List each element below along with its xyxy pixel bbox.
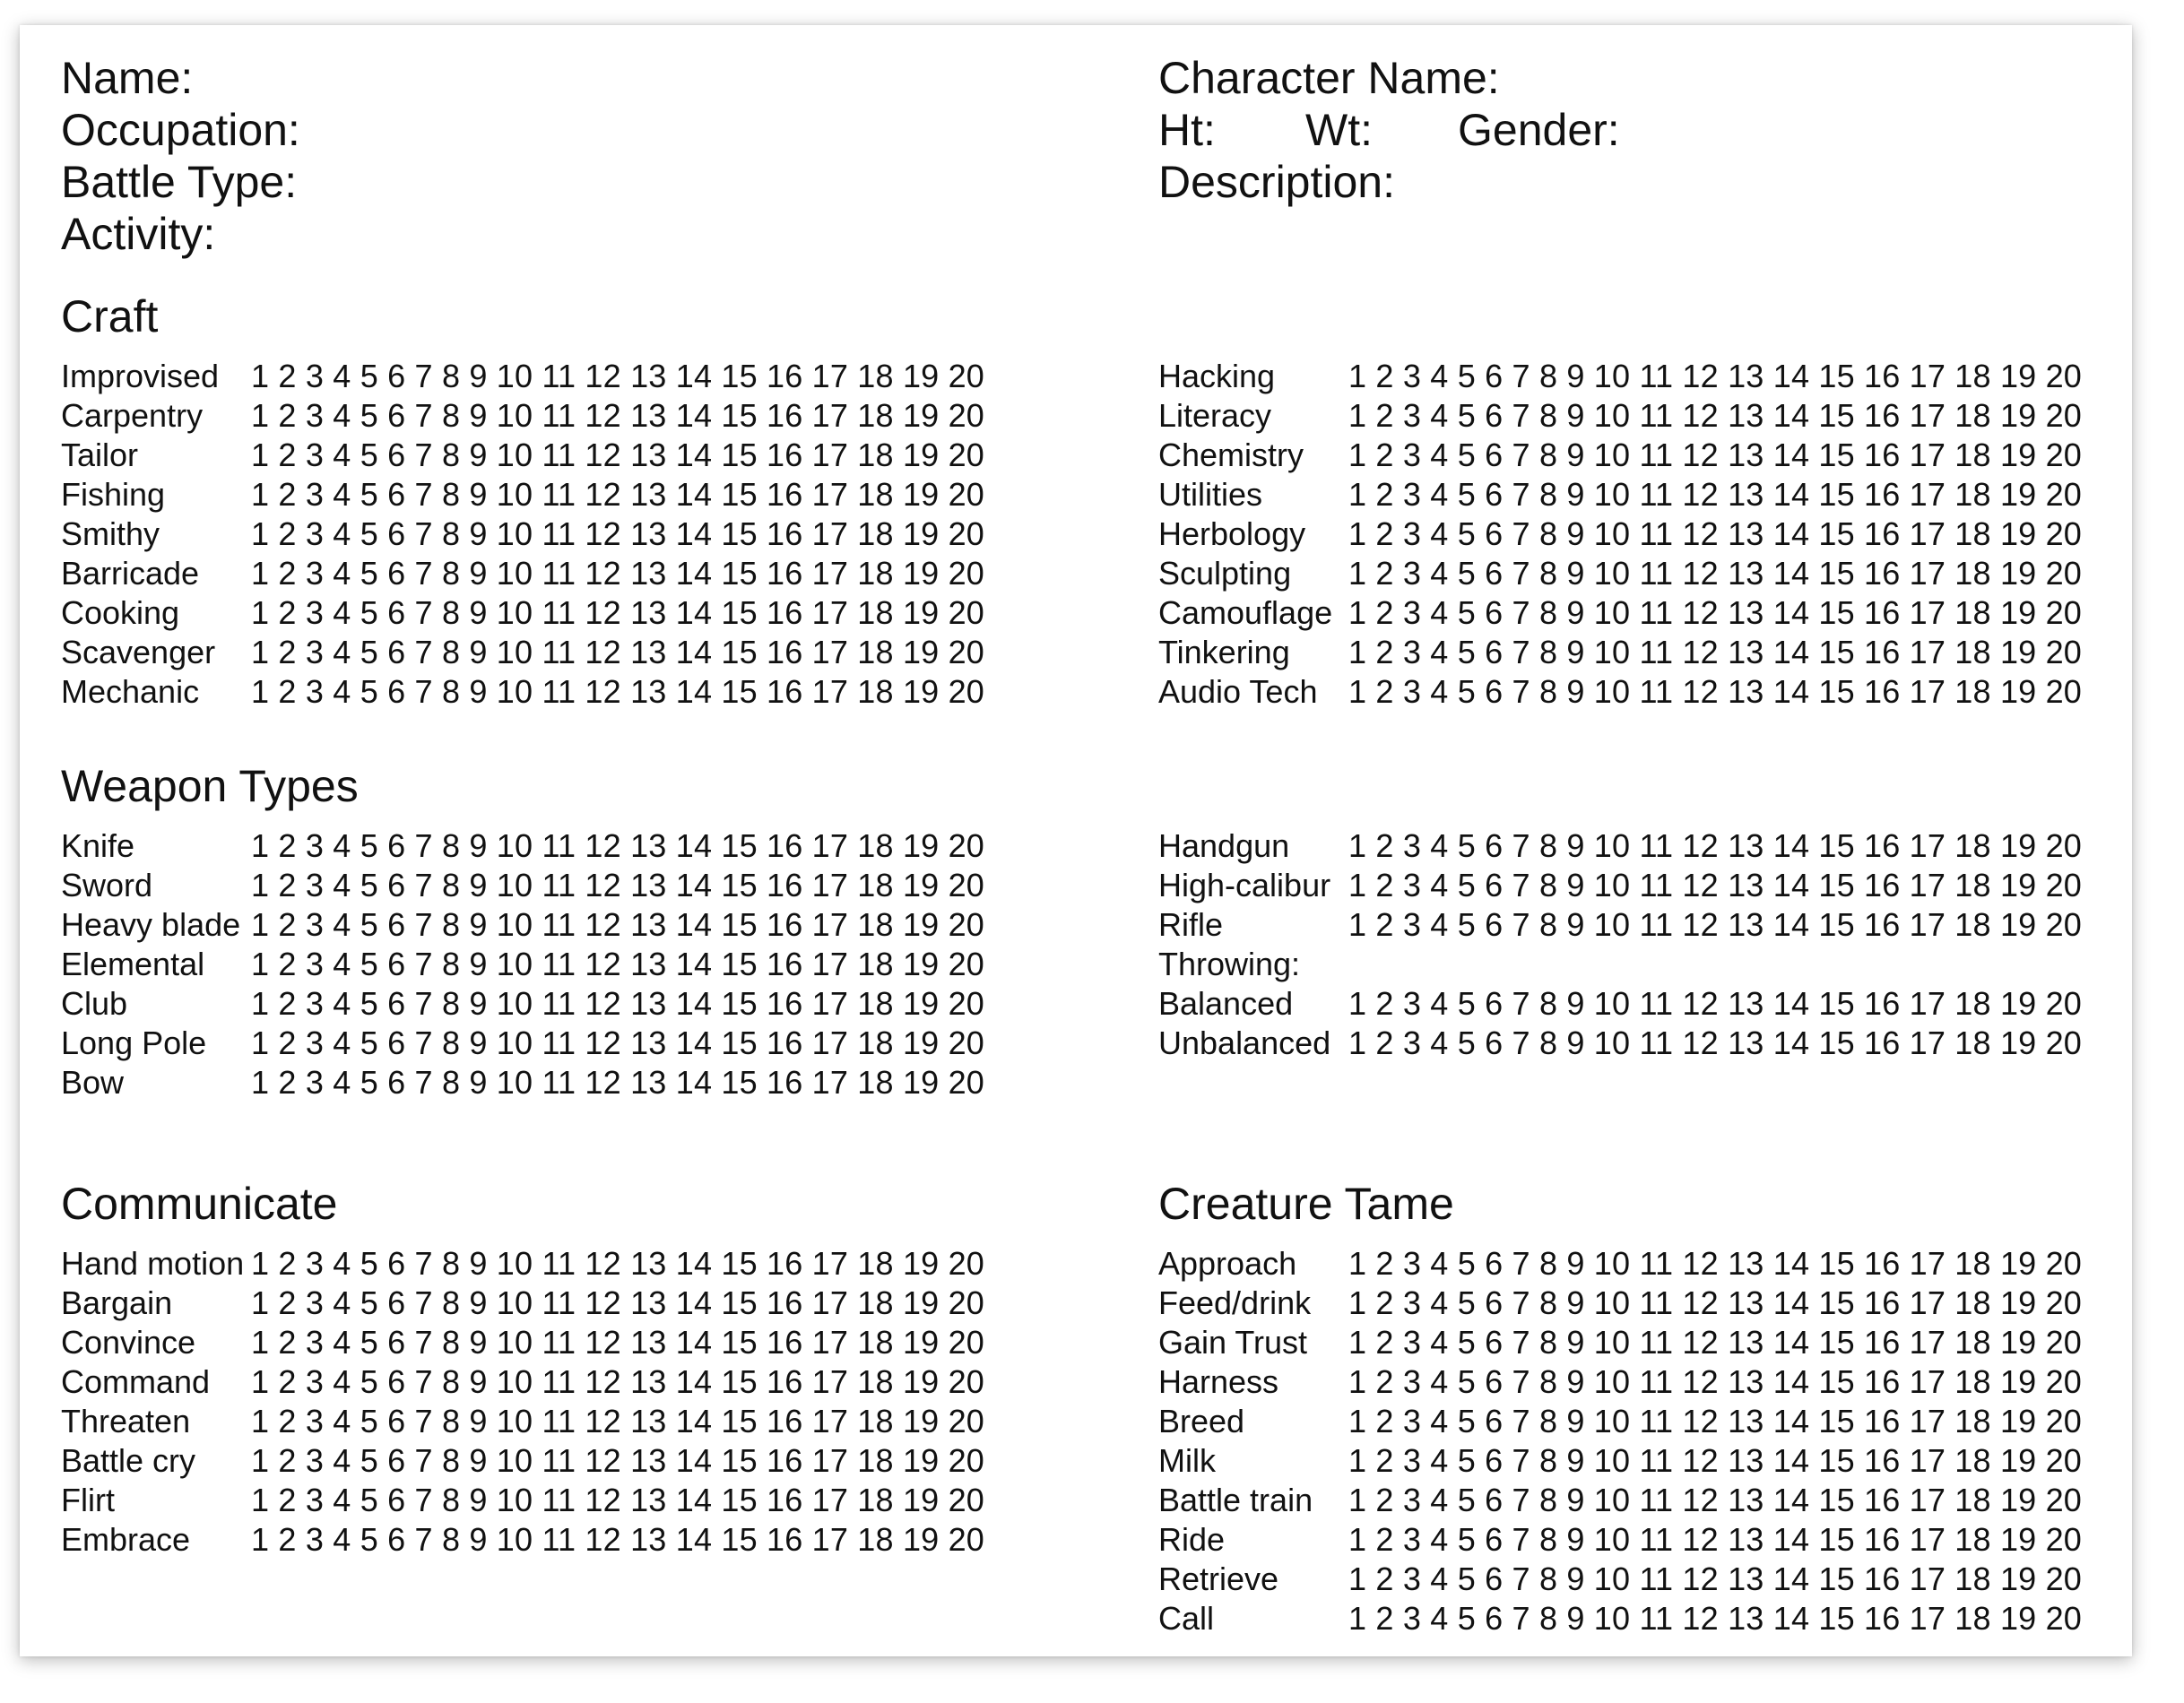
skill-label: Rifle: [1158, 906, 1224, 943]
skill-scale[interactable]: 1 2 3 4 5 6 7 8 9 10 11 12 13 14 15 16 17 18 19 20: [1348, 1024, 2083, 1061]
skill-scale[interactable]: 1 2 3 4 5 6 7 8 9 10 11 12 13 14 15 16 17 18 19 20: [251, 634, 985, 670]
skill-scale[interactable]: 1 2 3 4 5 6 7 8 9 10 11 12 13 14 15 16 17 18 19 20: [1348, 397, 2083, 434]
skill-label: Milk: [1158, 1442, 1216, 1479]
name-field-label: Name:: [61, 53, 194, 103]
skill-label: Tailor: [61, 437, 139, 473]
skill-scale[interactable]: 1 2 3 4 5 6 7 8 9 10 11 12 13 14 15 16 17 18 19 20: [251, 906, 985, 943]
skill-label: Scavenger: [61, 634, 216, 670]
skill-label: Retrieve: [1158, 1560, 1279, 1597]
skill-label: Bargain: [61, 1284, 173, 1321]
physical-stats-line: [1158, 104, 2055, 156]
section-title-communicate: Communicate: [61, 1179, 338, 1229]
character-sheet: [20, 25, 2132, 1656]
skill-scale[interactable]: 1 2 3 4 5 6 7 8 9 10 11 12 13 14 15 16 17 18 19 20: [1348, 555, 2083, 592]
skill-label: Feed/drink: [1158, 1284, 1312, 1321]
skill-scale[interactable]: 1 2 3 4 5 6 7 8 9 10 11 12 13 14 15 16 17 18 19 20: [251, 1284, 985, 1321]
skill-scale[interactable]: 1 2 3 4 5 6 7 8 9 10 11 12 13 14 15 16 17 18 19 20: [251, 1324, 985, 1361]
skill-scale[interactable]: 1 2 3 4 5 6 7 8 9 10 11 12 13 14 15 16 17 18 19 20: [1348, 634, 2083, 670]
skill-scale[interactable]: 1 2 3 4 5 6 7 8 9 10 11 12 13 14 15 16 17 18 19 20: [251, 594, 985, 631]
skill-label: Fishing: [61, 476, 166, 513]
skill-scale[interactable]: 1 2 3 4 5 6 7 8 9 10 11 12 13 14 15 16 17 18 19 20: [1348, 1482, 2083, 1518]
skill-scale[interactable]: 1 2 3 4 5 6 7 8 9 10 11 12 13 14 15 16 17 18 19 20: [251, 437, 985, 473]
skill-label: Herbology: [1158, 515, 1306, 552]
skill-scale[interactable]: 1 2 3 4 5 6 7 8 9 10 11 12 13 14 15 16 17 18 19 20: [251, 827, 985, 864]
skill-scale[interactable]: 1 2 3 4 5 6 7 8 9 10 11 12 13 14 15 16 17 18 19 20: [251, 476, 985, 513]
skill-scale[interactable]: 1 2 3 4 5 6 7 8 9 10 11 12 13 14 15 16 17 18 19 20: [1348, 985, 2083, 1022]
skill-label: Carpentry: [61, 397, 204, 434]
skill-label: Barricade: [61, 555, 200, 592]
height-field-label: Ht:: [1158, 105, 1216, 155]
skill-label: Approach: [1158, 1245, 1297, 1282]
skill-label: Mechanic: [61, 673, 200, 710]
skill-label: Embrace: [61, 1521, 191, 1558]
skill-label: Hand motion: [61, 1245, 245, 1282]
section-title-weapon-types: Weapon Types: [61, 761, 359, 811]
skill-scale[interactable]: 1 2 3 4 5 6 7 8 9 10 11 12 13 14 15 16 17 18 19 20: [1348, 476, 2083, 513]
skill-scale[interactable]: 1 2 3 4 5 6 7 8 9 10 11 12 13 14 15 16 17 18 19 20: [251, 1363, 985, 1400]
section-title-creature-tame: Creature Tame: [1158, 1179, 1454, 1229]
occupation-field-label: Occupation:: [61, 105, 300, 155]
skill-label: Handgun: [1158, 827, 1290, 864]
skill-scale[interactable]: 1 2 3 4 5 6 7 8 9 10 11 12 13 14 15 16 17 18 19 20: [1348, 1521, 2083, 1558]
skill-scale[interactable]: 1 2 3 4 5 6 7 8 9 10 11 12 13 14 15 16 17 18 19 20: [251, 1245, 985, 1282]
skill-label: Battle train: [1158, 1482, 1313, 1518]
skill-label: Gain Trust: [1158, 1324, 1308, 1361]
skill-scale[interactable]: 1 2 3 4 5 6 7 8 9 10 11 12 13 14 15 16 17 18 19 20: [251, 555, 985, 592]
skill-scale[interactable]: 1 2 3 4 5 6 7 8 9 10 11 12 13 14 15 16 17 18 19 20: [251, 515, 985, 552]
skill-label: Bow: [61, 1064, 125, 1101]
skill-label: Hacking: [1158, 358, 1276, 394]
skill-label: Battle cry: [61, 1442, 196, 1479]
skill-scale[interactable]: 1 2 3 4 5 6 7 8 9 10 11 12 13 14 15 16 17 18 19 20: [1348, 1245, 2083, 1282]
skill-label: Breed: [1158, 1403, 1245, 1439]
skill-scale[interactable]: 1 2 3 4 5 6 7 8 9 10 11 12 13 14 15 16 17 18 19 20: [251, 397, 985, 434]
skill-label: Elemental: [61, 946, 205, 982]
battle-type-field-label: Battle Type:: [61, 157, 298, 207]
skill-scale[interactable]: 1 2 3 4 5 6 7 8 9 10 11 12 13 14 15 16 17 18 19 20: [251, 1024, 985, 1061]
skill-scale[interactable]: 1 2 3 4 5 6 7 8 9 10 11 12 13 14 15 16 17 18 19 20: [251, 1403, 985, 1439]
skill-label: Long Pole: [61, 1024, 207, 1061]
skill-label: Command: [61, 1363, 211, 1400]
skill-scale[interactable]: 1 2 3 4 5 6 7 8 9 10 11 12 13 14 15 16 17 18 19 20: [1348, 673, 2083, 710]
skill-label: Cooking: [61, 594, 180, 631]
activity-field-label: Activity:: [61, 209, 216, 259]
skill-label: Camouflage: [1158, 594, 1333, 631]
skill-scale[interactable]: 1 2 3 4 5 6 7 8 9 10 11 12 13 14 15 16 17 18 19 20: [251, 673, 985, 710]
skill-label: Sculpting: [1158, 555, 1292, 592]
skill-scale[interactable]: 1 2 3 4 5 6 7 8 9 10 11 12 13 14 15 16 17 18 19 20: [1348, 594, 2083, 631]
skill-label: High-calibur: [1158, 867, 1331, 903]
skill-label: Ride: [1158, 1521, 1226, 1558]
gender-field-label: Gender:: [1458, 105, 1620, 155]
skill-scale[interactable]: 1 2 3 4 5 6 7 8 9 10 11 12 13 14 15 16 17 18 19 20: [251, 946, 985, 982]
skill-scale[interactable]: 1 2 3 4 5 6 7 8 9 10 11 12 13 14 15 16 17 18 19 20: [251, 1482, 985, 1518]
skill-label: Flirt: [61, 1482, 115, 1518]
skill-scale[interactable]: 1 2 3 4 5 6 7 8 9 10 11 12 13 14 15 16 17 18 19 20: [251, 1442, 985, 1479]
skill-label: Chemistry: [1158, 437, 1304, 473]
skill-scale[interactable]: 1 2 3 4 5 6 7 8 9 10 11 12 13 14 15 16 17 18 19 20: [1348, 867, 2083, 903]
skill-label: Heavy blade: [61, 906, 241, 943]
skill-scale[interactable]: 1 2 3 4 5 6 7 8 9 10 11 12 13 14 15 16 17 18 19 20: [1348, 515, 2083, 552]
skill-scale[interactable]: 1 2 3 4 5 6 7 8 9 10 11 12 13 14 15 16 17 18 19 20: [1348, 1442, 2083, 1479]
skill-label: Tinkering: [1158, 634, 1290, 670]
skill-label: Sword: [61, 867, 153, 903]
skill-label: Unbalanced: [1158, 1024, 1331, 1061]
skill-label: Convince: [61, 1324, 196, 1361]
description-field-label: Description:: [1158, 157, 1395, 207]
skill-label: Knife: [61, 827, 135, 864]
skill-scale[interactable]: 1 2 3 4 5 6 7 8 9 10 11 12 13 14 15 16 17 18 19 20: [251, 358, 985, 394]
skill-label: Smithy: [61, 515, 160, 552]
skill-label: Call: [1158, 1600, 1215, 1637]
section-title-craft: Craft: [61, 291, 159, 341]
skill-label: Audio Tech: [1158, 673, 1318, 710]
skill-scale[interactable]: 1 2 3 4 5 6 7 8 9 10 11 12 13 14 15 16 17 18 19 20: [1348, 827, 2083, 864]
skill-scale[interactable]: 1 2 3 4 5 6 7 8 9 10 11 12 13 14 15 16 17 18 19 20: [1348, 358, 2083, 394]
skill-label: Balanced: [1158, 985, 1294, 1022]
skill-label: Utilities: [1158, 476, 1263, 513]
character-name-field-label: Character Name:: [1158, 53, 1500, 103]
skill-scale[interactable]: 1 2 3 4 5 6 7 8 9 10 11 12 13 14 15 16 17 18 19 20: [1348, 1324, 2083, 1361]
skill-scale[interactable]: 1 2 3 4 5 6 7 8 9 10 11 12 13 14 15 16 17 18 19 20: [251, 1521, 985, 1558]
skill-scale[interactable]: 1 2 3 4 5 6 7 8 9 10 11 12 13 14 15 16 17 18 19 20: [1348, 906, 2083, 943]
weight-field-label: Wt:: [1305, 105, 1373, 155]
skill-label: Club: [61, 985, 128, 1022]
skill-scale[interactable]: 1 2 3 4 5 6 7 8 9 10 11 12 13 14 15 16 17 18 19 20: [1348, 1284, 2083, 1321]
skill-label: Threaten: [61, 1403, 191, 1439]
skill-label: Improvised: [61, 358, 220, 394]
skill-scale[interactable]: 1 2 3 4 5 6 7 8 9 10 11 12 13 14 15 16 17 18 19 20: [1348, 1403, 2083, 1439]
skill-scale[interactable]: 1 2 3 4 5 6 7 8 9 10 11 12 13 14 15 16 17 18 19 20: [1348, 1363, 2083, 1400]
skill-scale[interactable]: 1 2 3 4 5 6 7 8 9 10 11 12 13 14 15 16 17 18 19 20: [1348, 437, 2083, 473]
skill-scale[interactable]: 1 2 3 4 5 6 7 8 9 10 11 12 13 14 15 16 17 18 19 20: [251, 867, 985, 903]
skill-scale[interactable]: 1 2 3 4 5 6 7 8 9 10 11 12 13 14 15 16 17 18 19 20: [251, 1064, 985, 1101]
skill-label: Harness: [1158, 1363, 1279, 1400]
skill-scale[interactable]: 1 2 3 4 5 6 7 8 9 10 11 12 13 14 15 16 17 18 19 20: [251, 985, 985, 1022]
skill-scale[interactable]: 1 2 3 4 5 6 7 8 9 10 11 12 13 14 15 16 17 18 19 20: [1348, 1560, 2083, 1597]
skill-scale[interactable]: 1 2 3 4 5 6 7 8 9 10 11 12 13 14 15 16 17 18 19 20: [1348, 1600, 2083, 1637]
skill-label: Literacy: [1158, 397, 1272, 434]
skill-label: Throwing:: [1158, 946, 1301, 982]
